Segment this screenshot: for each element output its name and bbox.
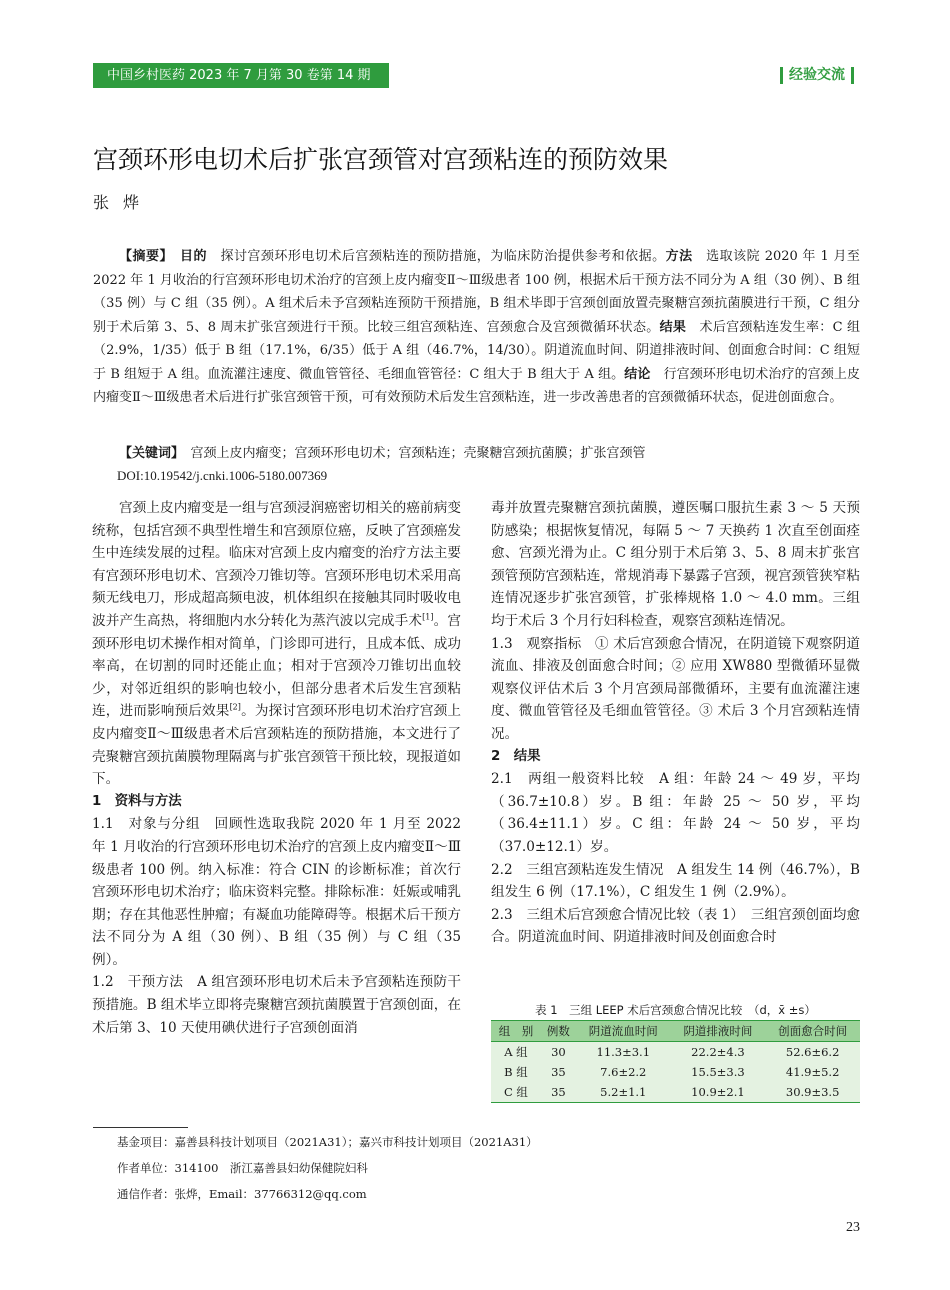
paragraph-1-2: 1.2 干预方法 A 组宫颈环形电切术后未予宫颈粘连预防干预措施。B 组术毕立即将壳聚糖宫颈抗菌膜置于宫颈创面，在术后第 3、10 天使用碘伏进行子宫颈创面消 xyxy=(92,974,461,1036)
paragraph-2-2: 2.2 三组宫颈粘连发生情况 A 组发生 14 例（46.7%），B 组发生 6 例（17.1%），C 组发生 1 例（2.9%）。 xyxy=(491,861,860,901)
intro-paragraph xyxy=(92,497,461,791)
table-row xyxy=(491,1082,860,1103)
author: 张烨 xyxy=(93,193,154,212)
table-cell: 30.9±3.5 xyxy=(765,1082,860,1103)
table-header-cell: 阴道流血时间 xyxy=(576,1021,671,1042)
footnote-fund: 基金项目：嘉善县科技计划项目（2021A31）；嘉兴市科技计划项目（2021A31） xyxy=(117,1135,538,1149)
table-cell: B 组 xyxy=(491,1062,541,1082)
table-header-cell: 创面愈合时间 xyxy=(765,1021,860,1042)
keywords-label: 【关键词】 xyxy=(119,446,178,461)
keywords xyxy=(93,443,860,465)
section-heading-2: 2 结果 xyxy=(491,748,541,764)
table-row xyxy=(491,1042,860,1063)
doi: DOI:10.19542/j.cnki.1006-5180.007369 xyxy=(117,468,328,483)
intro-text-b: 。宫颈环形电切术操作相对简单，门诊即可进行，且成本低、成功率高，在切割的同时还能止血；相对于宫颈冷刀锥切出血较少，对邻近组织的影响也较小，但部分患者术后发生宫颈粘连，进而影响预后效果 xyxy=(92,612,462,720)
abstract-label: 【摘要】 xyxy=(119,249,167,264)
intro-text-c: 。为探讨宫颈环形电切术治疗宫颈上皮内瘤变Ⅱ～Ⅲ级患者术后宫颈粘连的预防措施，本文进行了壳聚糖宫颈抗菌膜物理隔离与扩张宫颈管干预比较，现报道如下。 xyxy=(92,703,462,788)
footnote-contact: 通信作者：张烨，Email：37766312@qq.com xyxy=(117,1187,367,1201)
table-cell: 30 xyxy=(541,1042,576,1063)
article-title: 宫颈环形电切术后扩张宫颈管对宫颈粘连的预防效果 xyxy=(93,145,669,174)
results-text: 术后宫颈粘连发生率：C 组（2.9%，1/35）低于 B 组（17.1%，6/35）低于 A 组（46.7%，14/30）。阴道流血时间、阴道排液时间、创面愈合时间：C 组短于 B 组短于 A 组。血流灌注速度、微血管管径、毛细血管管径：C 组大于 B 组大于 A 组。 xyxy=(93,319,860,382)
paragraph-1-1: 1.1 对象与分组 回顾性选取我院 2020 年 1 月至 2022 年 1 月收治的行宫颈环形电切术治疗的宫颈上皮内瘤变Ⅱ～Ⅲ级患者 100 例。纳入标准：符合 CIN 的诊断标准；首次行宫颈环形电切术治疗；临床资料完整。排除标准：妊娠或哺乳期；存在其他恶性肿瘤；有凝血功能障碍等。根据术后干预方法不同分为 A 组（30 例）、B 组（35 例）与 C 组（35 例）。 xyxy=(92,816,461,968)
table-cell: 52.6±6.2 xyxy=(765,1042,860,1063)
section-tag xyxy=(774,63,860,88)
table-header-cell: 组 别 xyxy=(491,1021,541,1042)
footnote-divider xyxy=(93,1127,188,1128)
table-cell: A 组 xyxy=(491,1042,541,1063)
table-header-cell: 例数 xyxy=(541,1021,576,1042)
citation-2: [2] xyxy=(229,702,241,712)
section-bar-left xyxy=(780,67,783,84)
paragraph-2-1: 2.1 两组一般资料比较 A 组：年龄 24 ～ 49 岁，平均（36.7±10.8）岁。B 组：年龄 25 ～ 50 岁，平均（36.4±11.1）岁。C 组：年龄 24 ～ 50 岁，平均（37.0±12.1）岁。 xyxy=(491,771,860,855)
table-cell: C 组 xyxy=(491,1082,541,1103)
results-label: 结果 xyxy=(659,319,687,335)
conclusion-text: 行宫颈环形电切术治疗的宫颈上皮内瘤变Ⅱ～Ⅲ级患者术后进行扩张宫颈管干预，可有效预防术后发生宫颈粘连，进一步改善患者的宫颈微循环状态，促进创面愈合。 xyxy=(93,366,860,405)
methods-text: 选取该院 2020 年 1 月至 2022 年 1 月收治的行宫颈环形电切术治疗的宫颈上皮内瘤变Ⅱ～Ⅲ级患者 100 例，根据术后干预方法不同分为 A 组（30 例）、B 组（35 例）与 C 组（35 例）。A 组术后未予宫颈粘连预防干预措施，B 组术毕即于宫颈创面放置壳聚糖宫颈抗菌膜进行干预，C 组分别于术后第 3、5、8 周末扩张宫颈进行干预。比较三组宫颈粘连、宫颈愈合及宫颈微循环状态。 xyxy=(93,249,860,335)
table-row xyxy=(491,1062,860,1082)
table-cell: 35 xyxy=(541,1062,576,1082)
section-heading-1: 1 资料与方法 xyxy=(92,793,182,809)
section-label: 经验交流 xyxy=(789,67,845,83)
table-header-row xyxy=(491,1021,860,1042)
table-cell: 22.2±4.3 xyxy=(671,1042,766,1063)
table-cell: 10.9±2.1 xyxy=(671,1082,766,1103)
page-number: 23 xyxy=(846,1220,860,1235)
table-cell: 5.2±1.1 xyxy=(576,1082,671,1103)
journal-header: 中国乡村医药 2023 年 7 月第 30 卷第 14 期 xyxy=(93,63,389,88)
table-cell: 11.3±3.1 xyxy=(576,1042,671,1063)
table-title: 表 1 三组 LEEP 术后宫颈愈合情况比较 （d，x̄ ±s） xyxy=(535,1003,816,1017)
table-cell: 7.6±2.2 xyxy=(576,1062,671,1082)
table-cell: 15.5±3.3 xyxy=(671,1062,766,1082)
objective-text: 探讨宫颈环形电切术后宫颈粘连的预防措施，为临床防治提供参考和依据。 xyxy=(220,249,666,264)
methods-label: 方法 xyxy=(665,249,693,264)
table-cell: 41.9±5.2 xyxy=(765,1062,860,1082)
paragraph-1-3: 1.3 观察指标 ① 术后宫颈愈合情况，在阴道镜下观察阴道流血、排液及创面愈合时间；② 应用 XW880 型微循环显微观察仪评估术后 3 个月宫颈局部微循环，主要有血流灌注速度、微血管管径及毛细血管管径。③ 术后 3 个月宫颈粘连情况。 xyxy=(491,635,860,742)
section-bar-right xyxy=(851,67,854,84)
paragraph-1-2-cont: 毒并放置壳聚糖宫颈抗菌膜，遵医嘱口服抗生素 3 ～ 5 天预防感染；根据恢复情况，每隔 5 ～ 7 天换药 1 次直至创面痊愈、宫颈光滑为止。C 组分别于术后第 3、5、8 周末扩张宫颈管预防宫颈粘连，常规消毒下暴露子宫颈，视宫颈管狭窄粘连情况逐步扩张宫颈管，扩张棒规格 1.0 ～ 4.0 mm。三组均于术后 3 个月行妇科检查，观察宫颈粘连情况。 xyxy=(491,500,860,629)
body-column-right xyxy=(491,497,860,949)
abstract xyxy=(93,245,860,410)
conclusion-label: 结论 xyxy=(624,366,651,382)
footnote-unit: 作者单位：314100 浙江嘉善县妇幼保健院妇科 xyxy=(117,1161,368,1175)
objective-label: 目的 xyxy=(179,249,207,264)
body-column-left xyxy=(92,497,461,1039)
results-table xyxy=(491,1020,860,1103)
table-header-cell: 阴道排液时间 xyxy=(671,1021,766,1042)
intro-text-a: 宫颈上皮内瘤变是一组与宫颈浸润癌密切相关的癌前病变统称，包括宫颈不典型性增生和宫颈原位癌，反映了宫颈癌发生中连续发展的过程。临床对宫颈上皮内瘤变的治疗方法主要有宫颈环形电切术、宫颈冷刀锥切等。宫颈环形电切术采用高频无线电刀，形成超高频电波，机体组织在接触其同时吸收电波并产生高热，将细胞内水分转化为蒸汽波以完成手术 xyxy=(92,500,461,629)
table-cell: 35 xyxy=(541,1082,576,1103)
keywords-text: 宫颈上皮内瘤变；宫颈环形电切术；宫颈粘连；壳聚糖宫颈抗菌膜；扩张宫颈管 xyxy=(190,446,646,461)
citation-1: [1] xyxy=(422,612,434,622)
paragraph-2-3: 2.3 三组术后宫颈愈合情况比较（表 1） 三组宫颈创面均愈合。阴道流血时间、阴道排液时间及创面愈合时 xyxy=(491,906,860,946)
